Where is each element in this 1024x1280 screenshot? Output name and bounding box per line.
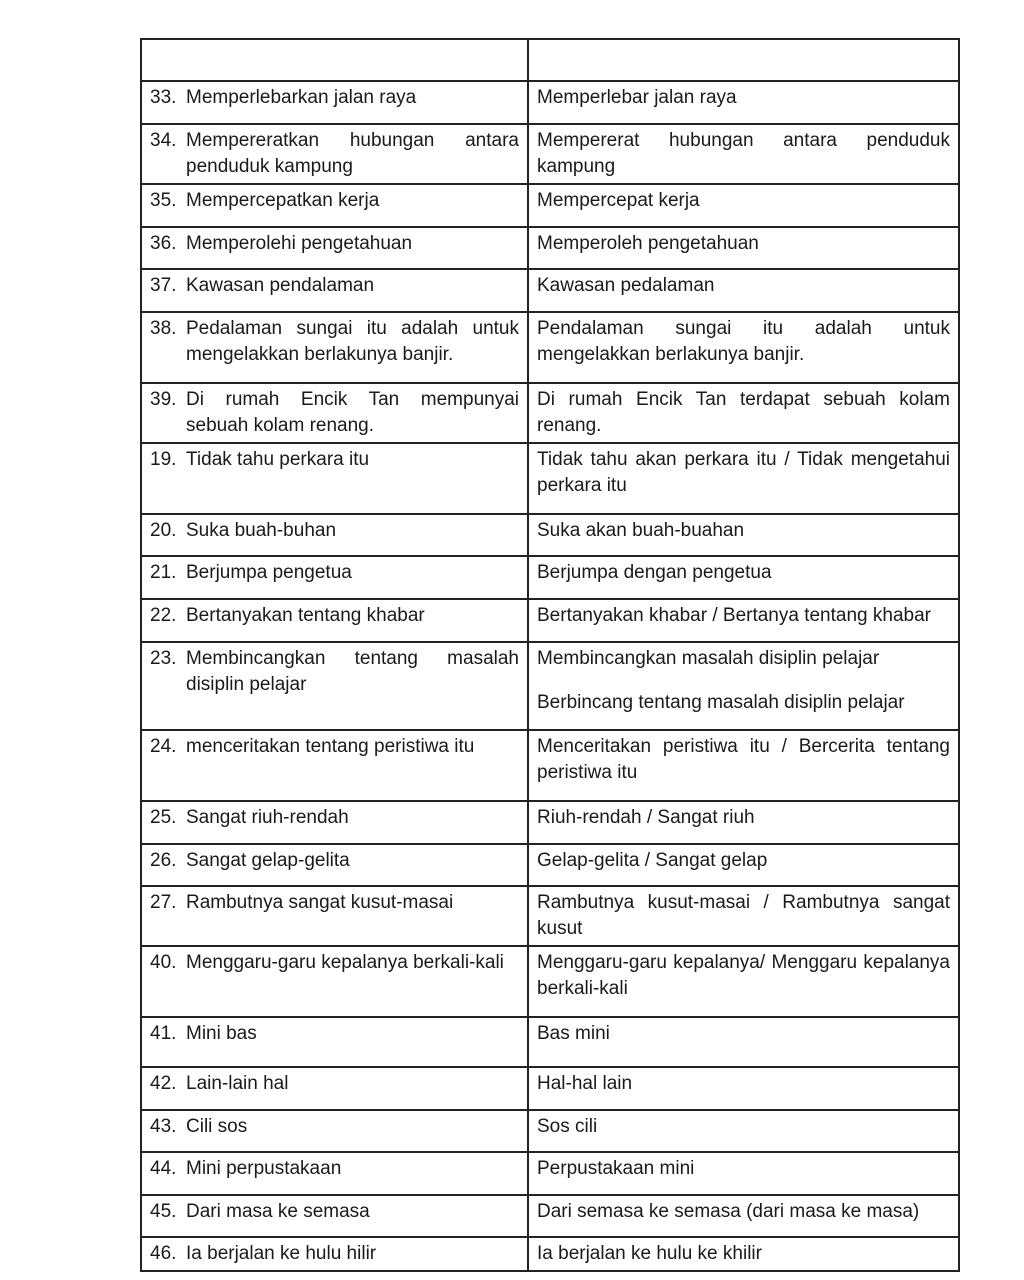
incorrect-phrase: Memperolehi pengetahuan [186, 233, 413, 254]
incorrect-phrase-cell [141, 1195, 528, 1237]
table-row [141, 886, 959, 946]
item-number: 22. [150, 605, 177, 626]
correct-phrase: Ia berjalan ke hulu ke khilir [537, 1243, 762, 1264]
incorrect-phrase: Suka buah-buhan [186, 520, 337, 541]
incorrect-phrase: Rambutnya sangat kusut-masai [186, 892, 454, 913]
item-number: 26. [150, 850, 177, 871]
correct-phrase-cell [528, 1017, 959, 1067]
correct-phrase: Perpustakaan mini [537, 1158, 695, 1179]
numbered-item [150, 848, 519, 874]
incorrect-phrase-cell [141, 39, 528, 81]
item-number: 34. [150, 130, 177, 151]
numbered-item [150, 1241, 519, 1267]
correct-phrase-cell [528, 1237, 959, 1271]
numbered-item [150, 890, 519, 916]
incorrect-phrase: Membincangkan tentang masalah disiplin pelajar [186, 648, 519, 695]
numbered-item [150, 805, 519, 831]
item-number: 44. [150, 1158, 177, 1179]
incorrect-phrase: Mini perpustakaan [186, 1158, 342, 1179]
correct-phrase-cell [528, 312, 959, 383]
incorrect-phrase-cell [141, 946, 528, 1017]
table-row [141, 514, 959, 556]
incorrect-phrase: menceritakan tentang peristiwa itu [186, 736, 475, 757]
correct-phrase-cell [528, 1067, 959, 1110]
numbered-item [150, 447, 519, 473]
correct-phrase-cell [528, 599, 959, 642]
incorrect-phrase: Ia berjalan ke hulu hilir [186, 1243, 377, 1264]
item-number: 35. [150, 190, 177, 211]
incorrect-phrase: Mini bas [186, 1023, 257, 1044]
incorrect-phrase-cell [141, 844, 528, 886]
correct-phrase-cell [528, 1195, 959, 1237]
item-number: 33. [150, 87, 177, 108]
incorrect-phrase: Lain-lain hal [186, 1073, 289, 1094]
numbered-item [150, 188, 519, 214]
table-row [141, 1237, 959, 1271]
table-row [141, 312, 959, 383]
correct-phrase-cell [528, 269, 959, 312]
incorrect-phrase: Menggaru-garu kepalanya berkali-kali [186, 952, 504, 973]
item-number: 20. [150, 520, 177, 541]
incorrect-phrase-cell [141, 227, 528, 269]
numbered-item [150, 518, 519, 544]
correct-phrase-cell [528, 801, 959, 844]
correct-phrase: Kawasan pedalaman [537, 275, 715, 296]
correct-phrase-cell [528, 383, 959, 443]
table-row [141, 184, 959, 227]
table-row [141, 1017, 959, 1067]
incorrect-phrase-cell [141, 514, 528, 556]
correct-phrase: Rambutnya kusut-masai / Rambutnya sangat kusut [537, 892, 950, 939]
table-row [141, 1067, 959, 1110]
table-row [141, 443, 959, 514]
table-row [141, 1195, 959, 1237]
correct-phrase-cell [528, 556, 959, 599]
incorrect-phrase-cell [141, 1237, 528, 1271]
incorrect-phrase-cell [141, 599, 528, 642]
incorrect-phrase-cell [141, 1067, 528, 1110]
incorrect-phrase-cell [141, 642, 528, 730]
incorrect-phrase: Berjumpa pengetua [186, 562, 352, 583]
incorrect-phrase-cell [141, 383, 528, 443]
numbered-item [150, 387, 519, 439]
correct-phrase-cell [528, 1110, 959, 1152]
incorrect-phrase-cell [141, 1017, 528, 1067]
correct-phrase: Mempererat hubungan antara penduduk kampung [537, 130, 950, 177]
numbered-item [150, 128, 519, 180]
numbered-item [150, 1021, 519, 1047]
incorrect-phrase-cell [141, 801, 528, 844]
correct-phrase: Riuh-rendah / Sangat riuh [537, 807, 755, 828]
correct-phrase-cell [528, 642, 959, 730]
correct-phrase-cell [528, 514, 959, 556]
incorrect-phrase: Mempercepatkan kerja [186, 190, 380, 211]
table-row [141, 946, 959, 1017]
correct-phrase-cell [528, 1152, 959, 1195]
incorrect-phrase-cell [141, 730, 528, 801]
item-number: 46. [150, 1243, 177, 1264]
item-number: 41. [150, 1023, 177, 1044]
incorrect-phrase-cell [141, 312, 528, 383]
incorrect-phrase: Kawasan pendalaman [186, 275, 375, 296]
incorrect-phrase: Bertanyakan tentang khabar [186, 605, 425, 626]
correct-phrase: Suka akan buah-buahan [537, 520, 745, 541]
correct-phrase: Bas mini [537, 1023, 610, 1044]
correct-phrase: Membincangkan masalah disiplin pelajar [537, 648, 880, 669]
table-row [141, 599, 959, 642]
correct-phrase: Menceritakan peristiwa itu / Bercerita tentang peristiwa itu [537, 736, 950, 783]
item-number: 42. [150, 1073, 177, 1094]
numbered-item [150, 560, 519, 586]
correct-phrase-cell [528, 946, 959, 1017]
numbered-item [150, 1114, 519, 1140]
numbered-item [150, 734, 519, 760]
correct-phrase: Sos cili [537, 1116, 598, 1137]
incorrect-phrase-cell [141, 886, 528, 946]
incorrect-phrase-cell [141, 184, 528, 227]
item-number: 19. [150, 449, 177, 470]
table-row [141, 269, 959, 312]
incorrect-phrase-cell [141, 443, 528, 514]
numbered-item [150, 950, 519, 976]
item-number: 45. [150, 1201, 177, 1222]
table-row [141, 1110, 959, 1152]
correct-phrase-cell [528, 886, 959, 946]
correct-phrase-cell [528, 39, 959, 81]
incorrect-phrase-cell [141, 556, 528, 599]
correct-phrase: Gelap-gelita / Sangat gelap [537, 850, 768, 871]
incorrect-phrase: Tidak tahu perkara itu [186, 449, 370, 470]
correct-phrase: Memperoleh pengetahuan [537, 233, 759, 254]
numbered-item [150, 1071, 519, 1097]
incorrect-phrase-cell [141, 1152, 528, 1195]
table-row [141, 383, 959, 443]
numbered-item [150, 646, 519, 698]
table-row [141, 1152, 959, 1195]
correct-phrase: Pendalaman sungai itu adalah untuk mengelakkan berlakunya banjir. [537, 318, 950, 365]
numbered-item [150, 85, 519, 111]
correct-phrase: Berbincang tentang masalah disiplin pelajar [537, 692, 905, 713]
correct-phrase: Memperlebar jalan raya [537, 87, 737, 108]
incorrect-phrase: Sangat gelap-gelita [186, 850, 350, 871]
incorrect-phrase-cell [141, 81, 528, 124]
correct-phrase: Tidak tahu akan perkara itu / Tidak mengetahui perkara itu [537, 449, 950, 496]
table-row [141, 801, 959, 844]
numbered-item [150, 603, 519, 629]
item-number: 24. [150, 736, 177, 757]
item-number: 43. [150, 1116, 177, 1137]
numbered-item [150, 316, 519, 368]
table-row [141, 227, 959, 269]
incorrect-phrase-cell [141, 269, 528, 312]
incorrect-phrase: Di rumah Encik Tan mempunyai sebuah kolam renang. [186, 389, 519, 436]
correct-phrase-cell [528, 227, 959, 269]
item-number: 40. [150, 952, 177, 973]
item-number: 25. [150, 807, 177, 828]
incorrect-phrase-cell [141, 1110, 528, 1152]
item-number: 37. [150, 275, 177, 296]
item-number: 23. [150, 648, 177, 669]
correct-phrase-cell [528, 730, 959, 801]
item-number: 39. [150, 389, 177, 410]
numbered-item [150, 1199, 519, 1225]
table-row [141, 730, 959, 801]
numbered-item [150, 1156, 519, 1182]
correct-phrase-cell [528, 844, 959, 886]
table-row [141, 844, 959, 886]
table-body [141, 39, 959, 1271]
incorrect-phrase: Pedalaman sungai itu adalah untuk mengelakkan berlakunya banjir. [186, 318, 519, 365]
item-number: 36. [150, 233, 177, 254]
correct-phrase: Di rumah Encik Tan terdapat sebuah kolam renang. [537, 389, 950, 436]
table-row [141, 124, 959, 184]
numbered-item [150, 231, 519, 257]
incorrect-phrase: Sangat riuh-rendah [186, 807, 349, 828]
correct-phrase: Dari semasa ke semasa (dari masa ke masa) [537, 1201, 920, 1222]
correct-phrase: Mempercepat kerja [537, 190, 700, 211]
incorrect-phrase: Dari masa ke semasa [186, 1201, 370, 1222]
item-number: 21. [150, 562, 177, 583]
correct-phrase-cell [528, 81, 959, 124]
table-row [141, 39, 959, 81]
correct-phrase: Berjumpa dengan pengetua [537, 562, 772, 583]
table-row [141, 556, 959, 599]
incorrect-phrase: Memperlebarkan jalan raya [186, 87, 417, 108]
correct-phrase: Menggaru-garu kepalanya/ Menggaru kepalanya berkali-kali [537, 952, 950, 999]
correct-phrase-cell [528, 443, 959, 514]
correct-phrase-cell [528, 184, 959, 227]
incorrect-phrase: Cili sos [186, 1116, 248, 1137]
table-row [141, 642, 959, 730]
correct-phrase: Hal-hal lain [537, 1073, 633, 1094]
correct-phrase-cell [528, 124, 959, 184]
item-number: 38. [150, 318, 177, 339]
numbered-item [150, 273, 519, 299]
incorrect-phrase: Mempereratkan hubungan antara penduduk kampung [186, 130, 519, 177]
correct-phrase: Bertanyakan khabar / Bertanya tentang khabar [537, 605, 931, 626]
item-number: 27. [150, 892, 177, 913]
table-row [141, 81, 959, 124]
incorrect-phrase-cell [141, 124, 528, 184]
correction-table [140, 38, 960, 1272]
